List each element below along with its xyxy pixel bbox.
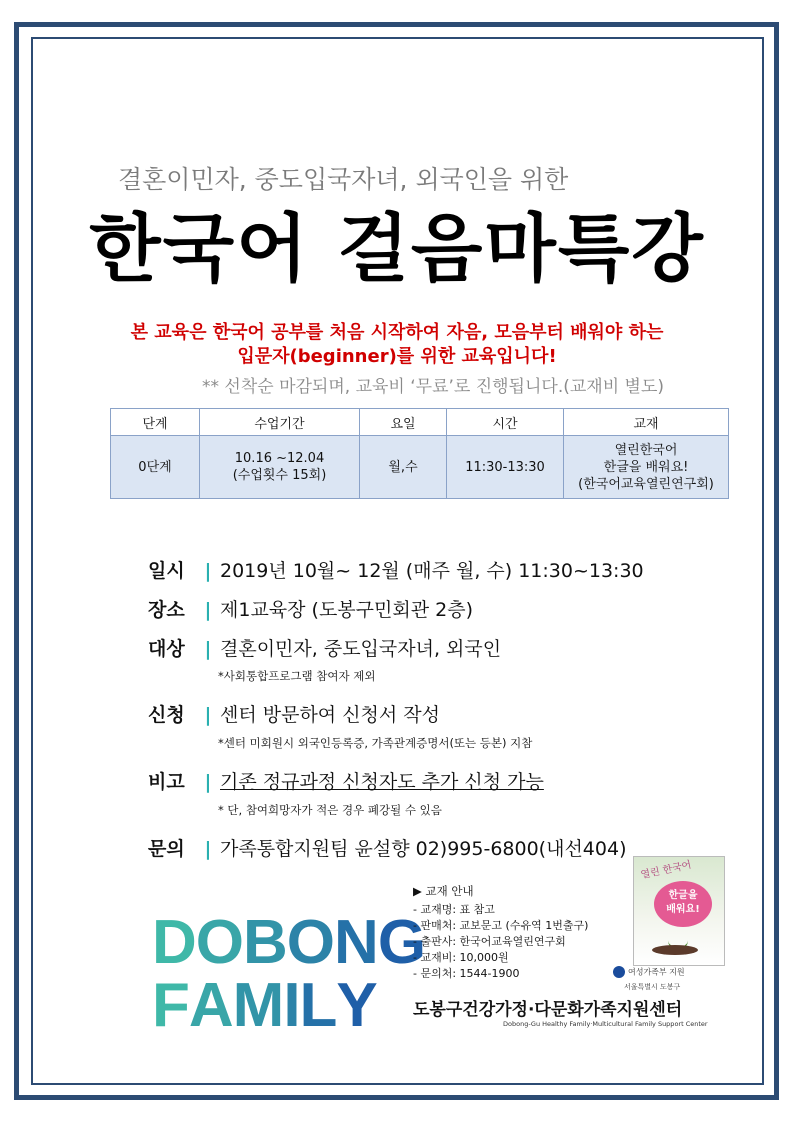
divider-bar: |: [204, 560, 212, 582]
logo-line-dobong: [152, 908, 426, 977]
logo-letter: I: [283, 971, 300, 1040]
days-cell: 월,수: [360, 436, 447, 499]
cover-title-line: 한글을: [668, 890, 698, 901]
remark-note: * 단, 참여희망자가 적은 경우 폐강될 수 있음: [218, 803, 442, 817]
logo-letter: G: [377, 908, 426, 977]
list-item: - 판매처: 교보문고 (수유역 1번출구): [413, 919, 589, 932]
logo-letter: A: [188, 971, 233, 1040]
textbook-list: [413, 902, 588, 982]
logo-letter: O: [195, 908, 244, 977]
book-publisher: (한국어교육열린연구회): [578, 476, 714, 492]
logo-letter: Y: [336, 971, 377, 1040]
info-key: 대상: [148, 638, 185, 660]
schedule-table: [110, 408, 729, 499]
table-header-cell: 요일: [360, 409, 447, 436]
notice-line-2: 입문자(beginner)를 위한 교육입니다!: [237, 346, 557, 367]
table-row: [111, 436, 729, 499]
info-key: 신청: [148, 704, 185, 726]
info-value: 결혼이민자, 중도입국자녀, 외국인: [220, 638, 502, 660]
book-subtitle: 한글을 배워요!: [603, 459, 689, 475]
period-dates: 10.16 ~12.04: [234, 451, 325, 466]
page-title: 한국어 걸음마특강: [89, 206, 705, 292]
info-key: 장소: [148, 599, 185, 621]
ministry-name: 여성가족부: [628, 967, 667, 977]
info-date: [148, 556, 644, 583]
table-header-cell: 단계: [111, 409, 200, 436]
ministry-emblem-icon: [613, 966, 625, 978]
logo-letter: N: [334, 908, 378, 977]
logo-letter: F: [152, 971, 189, 1040]
cover-title-line: 배워요!: [666, 904, 700, 915]
district-name: 서울특별시 도봉구: [624, 983, 681, 991]
info-value: 제1교육장 (도봉구민회관 2층): [220, 599, 473, 621]
logo-letter: L: [299, 971, 337, 1040]
book-name: 열린한국어: [614, 442, 678, 458]
list-item: - 교재비: 10,000원: [413, 951, 509, 964]
notice-line-1: 본 교육은 한국어 공부를 처음 시작하여 자음, 모음부터 배워야 하는: [130, 322, 664, 343]
table-header-cell: 교재: [564, 409, 729, 436]
divider-bar: |: [204, 638, 212, 660]
ministry-logo: [613, 966, 685, 978]
logo-text: [152, 908, 426, 977]
info-value: 가족통합지원팀 윤설향 02)995-6800(내선404): [220, 838, 627, 860]
logo-letter: O: [286, 908, 335, 977]
info-key: 비고: [148, 771, 185, 793]
info-remark: [148, 767, 544, 794]
subtitle: 결혼이민자, 중도입국자녀, 외국인을 위한: [118, 165, 569, 194]
list-item: - 교재명: 표 참고: [413, 903, 495, 916]
divider-bar: |: [204, 771, 212, 793]
cover-title-badge: [654, 881, 712, 927]
info-target: [148, 634, 501, 661]
divider-bar: |: [204, 704, 212, 726]
logo-text: [152, 971, 377, 1040]
apply-note: *센터 미회원시 외국인등록증, 가족관계증명서(또는 등본) 지참: [218, 736, 533, 750]
table-header-row: [111, 409, 729, 436]
time-cell: 11:30-13:30: [447, 436, 564, 499]
info-contact: [148, 834, 626, 861]
list-item: - 문의처: 1544-1900: [413, 967, 520, 980]
center-name: 도봉구건강가정·다문화가족지원센터: [413, 1000, 683, 1020]
logo-letter: D: [152, 908, 196, 977]
logo-line-family: [152, 971, 377, 1040]
info-value: 2019년 10월~ 12월 (매주 월, 수) 11:30~13:30: [220, 560, 644, 582]
fee-note: ** 선착순 마감되며, 교육비 ‘무료’로 진행됩니다.(교재비 별도): [202, 377, 665, 397]
table-header-cell: 시간: [447, 409, 564, 436]
textbook-cover-image: [633, 856, 725, 966]
list-item: - 출판사: 한국어교육열린연구회: [413, 935, 566, 948]
divider-bar: |: [204, 838, 212, 860]
level-cell: 0단계: [111, 436, 200, 499]
info-value: 기존 정규과정 신청자도 추가 신청 가능: [220, 771, 544, 793]
soil-icon: [652, 945, 698, 955]
target-note: *사회통합프로그램 참여자 제외: [218, 669, 376, 683]
center-name-english: Dobong-Gu Healthy Family·Multicultural Family Support Center: [503, 1020, 708, 1028]
cover-script: 열린 한국어: [639, 859, 693, 882]
info-key: 일시: [148, 560, 185, 582]
book-cell: [564, 436, 729, 499]
info-key: 문의: [148, 838, 185, 860]
info-place: [148, 595, 473, 622]
divider-bar: |: [204, 599, 212, 621]
table-header-cell: 수업기간: [200, 409, 360, 436]
period-cell: [200, 436, 360, 499]
textbook-heading: ▶ 교재 안내: [413, 884, 474, 898]
logo-letter: M: [232, 971, 284, 1040]
info-apply: [148, 700, 440, 727]
ministry-suffix: 지원: [669, 967, 685, 977]
logo-letter: B: [243, 908, 287, 977]
info-value: 센터 방문하여 신청서 작성: [220, 704, 441, 726]
period-count: (수업횟수 15회): [232, 468, 327, 483]
